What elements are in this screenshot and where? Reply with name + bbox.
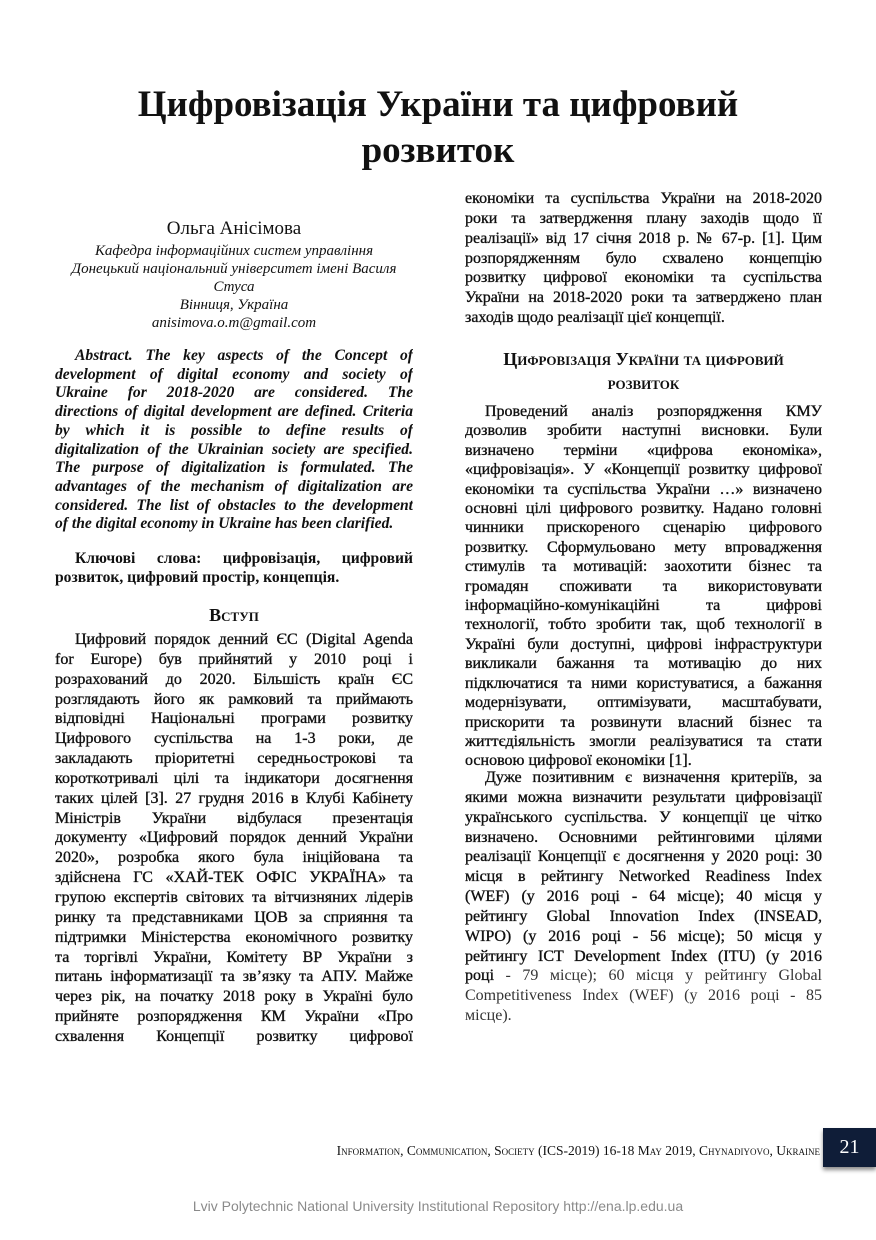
paragraph-line: прискорити та розвинути власний бізнес та <box>465 713 822 731</box>
paragraph-line: considered. The list of obstacles to the development <box>55 496 413 514</box>
paragraph-line: громадян споживати та використовувати <box>465 577 822 595</box>
paper-title-line: Цифровізація України та цифровий <box>137 84 739 125</box>
paragraph-line: основою цифрової економіки [1]. <box>465 752 692 770</box>
paragraph-line: життєдіяльність змогли реалізуватися та стати <box>465 732 822 750</box>
paragraph-line: Міністрів України відбулася презентація <box>55 809 413 827</box>
paragraph-line: розвитку цифрової економіки та суспільства <box>465 269 822 287</box>
paragraph-line <box>465 966 822 986</box>
paragraph-line: місце). <box>465 1007 512 1025</box>
section2-paragraph-2 <box>465 768 822 1026</box>
paragraph-line: рейтингу ICT Development Index (ITU) (у 2016 <box>465 947 822 965</box>
repository-notice: Lviv Polytechnic National University Institutional Repository http://ena.lp.edu.ua <box>192 1198 684 1214</box>
author-name: Ольга Анісімова <box>166 218 302 239</box>
paragraph-line: короткотривалі цілі та індикатори досягнення <box>55 769 413 787</box>
conference-footer: Information, Communication, Society (ICS-2019) 16-18 May 2019, Chynadiyovo, Ukraine <box>336 1143 820 1158</box>
paragraph-line: реалізації Концепції є досягнення у 2020 році: 30 <box>465 848 822 866</box>
paragraph-line: рейтингу Global Innovation Index (INSEAD, <box>465 907 822 925</box>
paragraph-line: Цифрового суспільства на 1-3 роки, де <box>55 730 413 748</box>
section2-paragraph-1 <box>465 402 822 771</box>
paragraph-line: «цифровізація». У «Концепції розвитку цифрової <box>465 461 822 479</box>
heading-line: Цифровізація України та цифровий <box>503 349 784 369</box>
paragraph-line: визначено терміни «цифрова економіка», <box>465 441 822 459</box>
paragraph-line: Кафедра інформаційних систем управління <box>94 243 374 259</box>
paragraph-line: (WEF) (у 2016 році - 64 місце); 40 місця у <box>465 888 822 906</box>
paragraph-line: Україні були доступні, цифрові інфраструктури <box>465 635 822 653</box>
paragraph-line: Дуже позитивним є визначення критеріїв, за <box>485 769 822 786</box>
paragraph-line: розвитку. Сформульовано мету впровадження <box>465 538 822 556</box>
paragraph-line: прийняте розпорядження КМ України «Про <box>55 1008 413 1026</box>
paragraph-line: українського суспільства. У концепції це чітко <box>465 808 822 826</box>
paragraph-line: технології, тобто зробити так, щоб технології в <box>465 616 822 634</box>
paragraph-line: Competitiveness Index (WEF) (у 2016 році - 85 <box>465 987 822 1005</box>
paragraph-line: закладають пріоритетні середньострокові та <box>55 750 413 768</box>
paragraph-line: роки та затвердження плану заходів щодо її <box>465 209 822 227</box>
paragraph-line: development of digital economy and society of <box>55 365 413 383</box>
paragraph-line: визначено. Основними рейтинговими цілями <box>465 828 822 846</box>
paragraph-line: чинники прискореного сценарію цифрового <box>465 519 822 537</box>
paragraph-line: через рік, на початку 2018 року в Україні було <box>55 988 413 1006</box>
keywords <box>55 549 413 587</box>
paragraph-line: WIPO) (у 2016 році - 56 місце); 50 місця у <box>465 927 822 945</box>
paragraph-line: економіки та суспільства України на 2018-2020 <box>465 190 822 207</box>
section-heading-intro: Вступ <box>209 605 259 625</box>
paragraph-line: ринку та представниками ЦОВ за сприяння та <box>55 908 413 926</box>
paragraph-line: Цифровий порядок денний ЄС (Digital Agenda <box>75 631 413 648</box>
paragraph-line: Донецький національний університет імені Василя <box>71 261 397 277</box>
paragraph-line: of the digital economy in Ukraine has been clarified. <box>55 515 394 533</box>
intro-paragraph <box>55 630 413 1047</box>
paragraph-line: The purpose of digitalization is formulated. The <box>55 459 413 477</box>
paragraph-line: відповідні Національні програми розвитку <box>55 710 413 728</box>
paragraph-line: 2020», розробка якого була ініційована та <box>55 849 413 867</box>
paragraph-line: та торгівлі України, Комітету ВР України з <box>55 948 413 966</box>
paragraph-line: Abstract. The key aspects of the Concept of <box>75 347 413 364</box>
paragraph-line: місця в рейтингу Networked Readiness Index <box>465 868 822 886</box>
paragraph-line: Ukraine for 2018-2020 are considered. The <box>55 384 413 402</box>
paragraph-line: схвалення Концепції розвитку цифрової <box>55 1027 413 1045</box>
paragraph-line: питань інформатизації та зв’язку та АПУ. Майже <box>55 968 413 986</box>
paragraph-line: інформаційно-комунікаційні та цифрові <box>465 597 822 615</box>
paper-title <box>0 82 876 174</box>
author-affiliation <box>55 242 413 332</box>
paragraph-line: by which it is possible to define results of <box>55 421 413 439</box>
section-heading-digitalization <box>465 347 822 395</box>
intro-paragraph-continued <box>465 189 822 328</box>
paragraph-line: розпорядженням було схвалено концепцію <box>465 249 822 267</box>
paragraph-line: дозволив зробити наступні висновки. Були <box>465 422 822 440</box>
paragraph-line: digitalization of the Ukrainian society are specified. <box>55 440 413 458</box>
paragraph-line: документу «Цифровий порядок денний України <box>55 829 413 847</box>
paragraph-line: економіки та суспільства України …» визначено <box>465 480 822 498</box>
paragraph-line: розрахований до 2020. Більшість країн ЄС <box>55 670 413 688</box>
page-number: 21 <box>823 1128 876 1167</box>
paper-title-line: розвиток <box>361 130 515 171</box>
paragraph-line: здійснена ГС «ХАЙ-ТЕК ОФІС УКРАЇНА» та <box>55 869 413 887</box>
paragraph-line: України на 2018-2020 роки та затверджено план <box>465 289 822 307</box>
paragraph-line: підтримки Міністерства економічного розвитку <box>55 928 413 946</box>
paragraph-line: Проведений аналіз розпорядження КМУ <box>485 403 822 420</box>
paragraph-line: for Europe) був прийнятий у 2010 році і <box>55 650 413 668</box>
paragraph-line: основні цілі цифрового розвитку. Надано головні <box>465 500 822 518</box>
paragraph-line: викликали бажання та мотивацію до них <box>465 655 822 673</box>
abstract <box>55 347 413 534</box>
paragraph-line: Ключові слова: цифровізація, цифровий <box>75 550 413 567</box>
paragraph-line: підключатися та ними користуватися, а бажання <box>465 674 822 692</box>
paragraph-line: directions of digital development are defined. Criteria <box>55 403 413 421</box>
paragraph-line: якими можна визначити результати цифровізації <box>465 788 822 806</box>
paragraph-line: таких цілей [3]. 27 грудня 2016 в Клубі Кабінету <box>55 789 413 807</box>
paragraph-line: anisimova.o.m@gmail.com <box>151 315 317 331</box>
paragraph-line: Стуса <box>213 279 255 295</box>
paragraph-line: розвиток, цифровий простір, концепція. <box>55 569 340 586</box>
paragraph-line: Вінниця, Україна <box>179 297 289 313</box>
line-text: році <box>465 967 495 985</box>
paragraph-line: групою експертів світових та вітчизняних лідерів <box>55 888 413 906</box>
line-text: - 79 місце); 60 місця у рейтингу Global <box>494 967 822 985</box>
paragraph-line: модернізувати, оптимізувати, масштабувати, <box>465 694 822 712</box>
paragraph-line: advantages of the mechanism of digitalization are <box>55 477 413 495</box>
paragraph-line: реалізації» від 17 січня 2018 р. № 67-р. [1]. Цим <box>465 229 822 247</box>
paragraph-line: розглядають його як рамковий та приймають <box>55 690 413 708</box>
heading-line: розвиток <box>607 373 680 393</box>
paragraph-line: заходів щодо реалізації цієї концепції. <box>465 309 725 327</box>
paragraph-line: стимулів та мотивацій: заохотити бізнес та <box>465 558 822 576</box>
